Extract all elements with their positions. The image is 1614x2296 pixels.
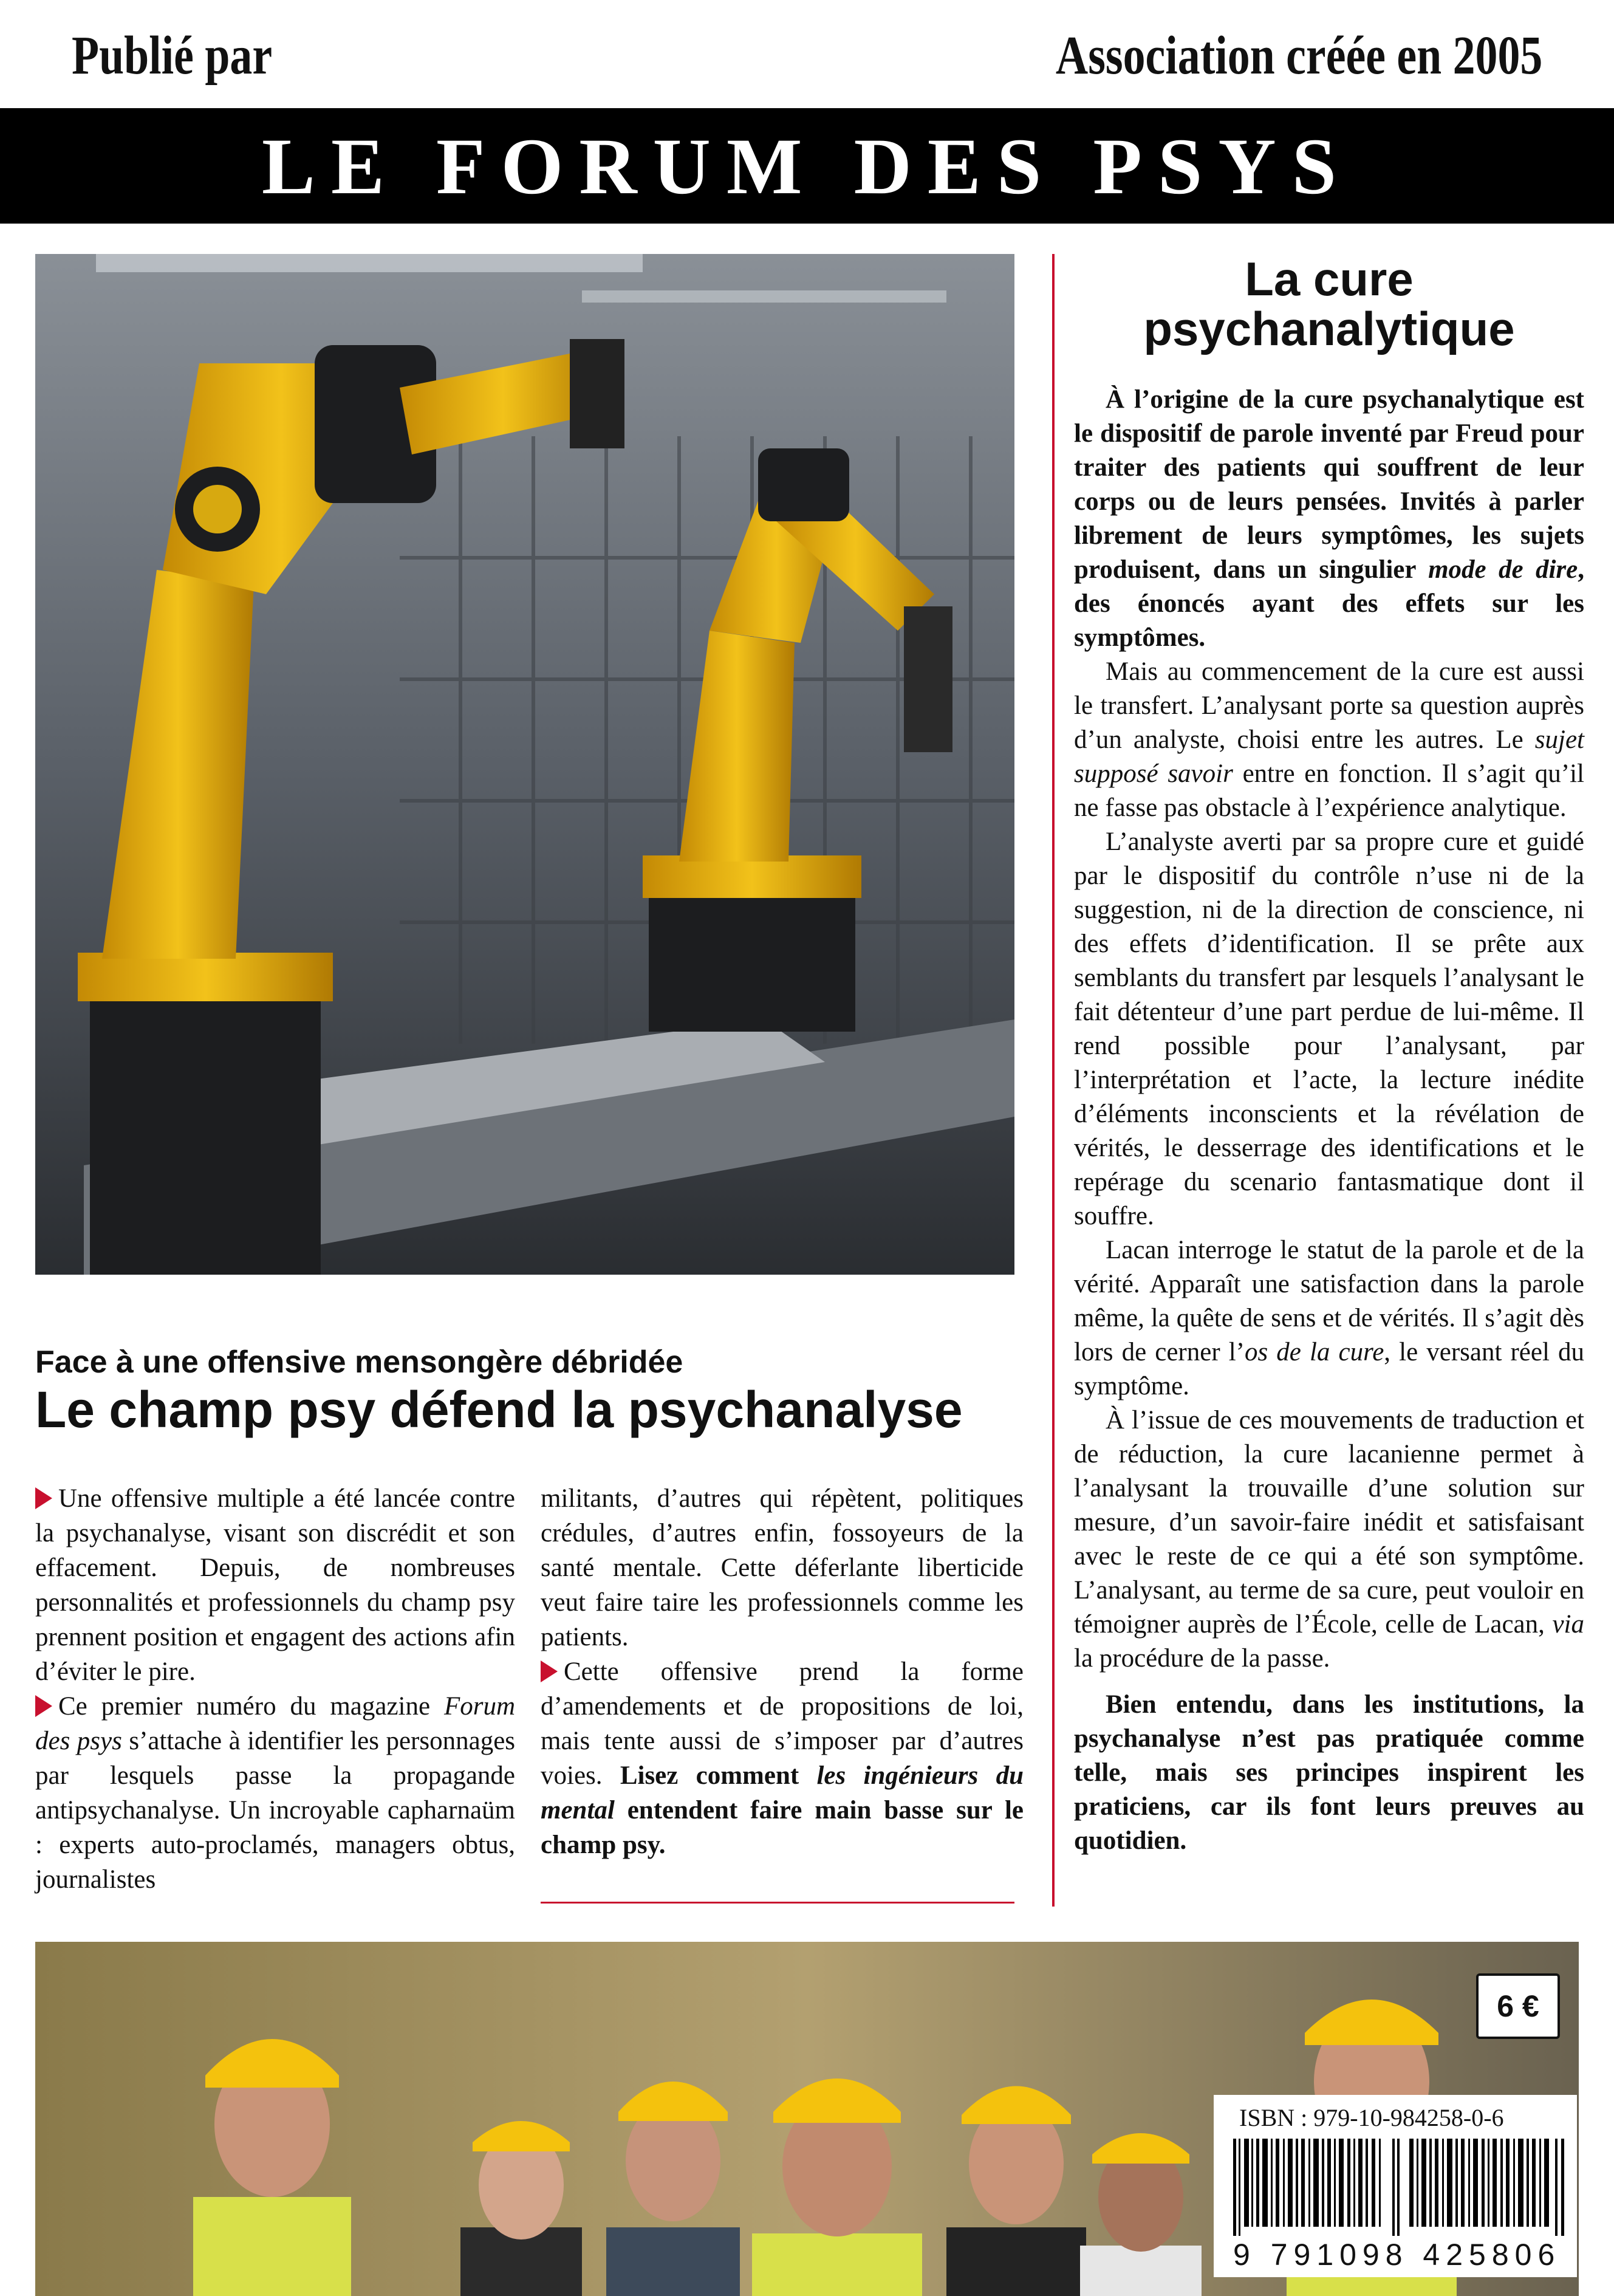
cure-p4-text-a: Lacan interroge le statut de la parole et de la vérité. Apparaît une satisfaction dans la parole même, la quête de sens et de vérités. Il s’agit dès lors de cerner l’ <box>1074 1236 1584 1366</box>
article-kicker: Face à une offensive mensongère débridée <box>35 1345 683 1380</box>
masthead-title: LE FORUM DES PSYS <box>261 121 1353 211</box>
cure-section-title: La cure psychanalytique <box>1143 252 1515 355</box>
red-triangle-bullet-icon <box>541 1660 558 1682</box>
article-headline: Le champ psy défend la psychanalyse <box>35 1381 963 1438</box>
robotic-arms-factory-photo <box>35 254 1014 1275</box>
cure-p1-text-b: , des énoncés ayant des effets sur les symptômes. <box>1074 555 1584 652</box>
cure-p4-text-b: , le versant réel du symptôme. <box>1074 1338 1584 1400</box>
article-column-2 <box>541 1481 1024 1862</box>
factory-illustration <box>35 254 1014 1275</box>
cure-paragraph-5 <box>1074 1403 1584 1676</box>
cure-p1-italic: mode de dire <box>1428 555 1578 584</box>
article-c2-paragraph-1: militants, d’autres qui répètent, politiques crédules, d’autres enfin, fossoyeurs de la santé mentale. Cette déferlante liberticide veut faire taire les professionnels comme les patients. <box>541 1484 1024 1651</box>
cure-p5-text-b: la procédure de la passe. <box>1074 1644 1330 1673</box>
cure-p1-text-a: À l’origine de la cure psychanalytique est le dispositif de parole inventé par Freud pour traiter des patients qui souffrent de leur corps ou de leurs pensées. Invités à parler librement de leurs symptômes, les sujets produisent, dans un singulier <box>1074 385 1584 584</box>
isbn-label: ISBN : 979-10-984258-0-6 <box>1239 2104 1504 2131</box>
article-column-1 <box>35 1481 515 1897</box>
article-c1-p1-text: Une offensive multiple a été lancée contre la psychanalyse, visant son discrédit et son effacement. Depuis, de nombreuses personnalités et professionnels du champ psy prennent position et engagent des actions afin d’éviter le pire. <box>35 1484 515 1686</box>
article-c1-paragraph-1 <box>35 1481 515 1689</box>
barcode-icon <box>1233 2139 1567 2236</box>
article-end-rule <box>541 1902 1014 1904</box>
cure-paragraph-6: Bien entendu, dans les institutions, la psychanalyse n’est pas pratiquée comme telle, mais ses principes inspirent les praticiens, car ils font leurs preuves au quotidien. <box>1074 1690 1584 1855</box>
cure-p2-italic: sujet supposé savoir <box>1074 725 1584 788</box>
article-c2-p2-bold-b: entendent faire main basse sur le champ psy. <box>541 1796 1024 1859</box>
association-founding-label: Association créée en 2005 <box>1055 26 1542 86</box>
cure-p2-text-b: entre en fonction. Il s’agit qu’il ne fasse pas obstacle à l’expérience analytique. <box>1074 759 1584 822</box>
masthead <box>0 108 1614 224</box>
cure-paragraph-3: L’analyste averti par sa propre cure et guidé par le dispositif du contrôle n’use ni de la suggestion, ni de la direction de conscience, ni des effets d’identification. Il se prête aux semblants du transfert par lesquels l’analysant le fait détenteur d’une part perdue de lui-même. Il rend possible pour l’analysant, par l’interprétation et l’acte, la lecture inédite d’éléments inconscients et la révélation de vérités, le desserrage des identifications et le repérage du scenario fantasmatique dont il souffre. <box>1074 828 1584 1230</box>
price-tag: 6 € <box>1476 1973 1560 2039</box>
article-c2-p2-text: Cette offensive prend la forme d’amendements et de propositions de loi, mais tente aussi de s’imposer par d’autres voies. <box>541 1657 1024 1790</box>
article-c1-p2-text-b: s’attache à identifier les personnages par lesquels passe la propagande antipsychanalyse. Un incroyable capharnaüm : experts auto-proclamés, managers obtus, journalistes <box>35 1727 516 1894</box>
barcode-digits: 9 791098 425806 <box>1233 2238 1561 2272</box>
article-c1-p2-italic: Forum des psys <box>35 1692 515 1755</box>
article-c2-p2-bold-a: Lisez comment <box>620 1761 817 1790</box>
cure-paragraph-4 <box>1074 1233 1584 1403</box>
red-triangle-bullet-icon <box>35 1695 52 1717</box>
cure-section-body <box>1074 383 1584 1858</box>
cure-paragraph-1 <box>1074 383 1584 655</box>
publisher-label: Publié par <box>72 26 273 86</box>
cure-p5-italic: via <box>1552 1610 1584 1639</box>
article-c1-p2-text-a: Ce premier numéro du magazine <box>58 1692 444 1721</box>
article-c2-p2-bold-italic: les ingénieurs du mental <box>541 1761 1024 1825</box>
cure-paragraph-2 <box>1074 655 1584 825</box>
article-c1-paragraph-2 <box>35 1689 515 1897</box>
cure-p4-italic: os de la cure <box>1244 1338 1384 1366</box>
cure-p2-text-a: Mais au commencement de la cure est aussi le transfert. L’analysant porte sa question auprès d’un analyste, choisi entre les autres. Le <box>1074 657 1584 754</box>
column-divider <box>1052 254 1055 1907</box>
red-triangle-bullet-icon <box>35 1487 52 1509</box>
article-c2-paragraph-2 <box>541 1654 1024 1862</box>
cure-p5-text-a: À l’issue de ces mouvements de traduction et de réduction, la cure lacanienne permet à l’analysant la trouvaille d’une solution sur mesure, d’un savoir-faire inédit et satisfaisant avec le reste de ce qui a été son symptôme. L’analysant, au terme de sa cure, peut vouloir en témoigner auprès de l’École, celle de Lacan, <box>1074 1406 1584 1639</box>
